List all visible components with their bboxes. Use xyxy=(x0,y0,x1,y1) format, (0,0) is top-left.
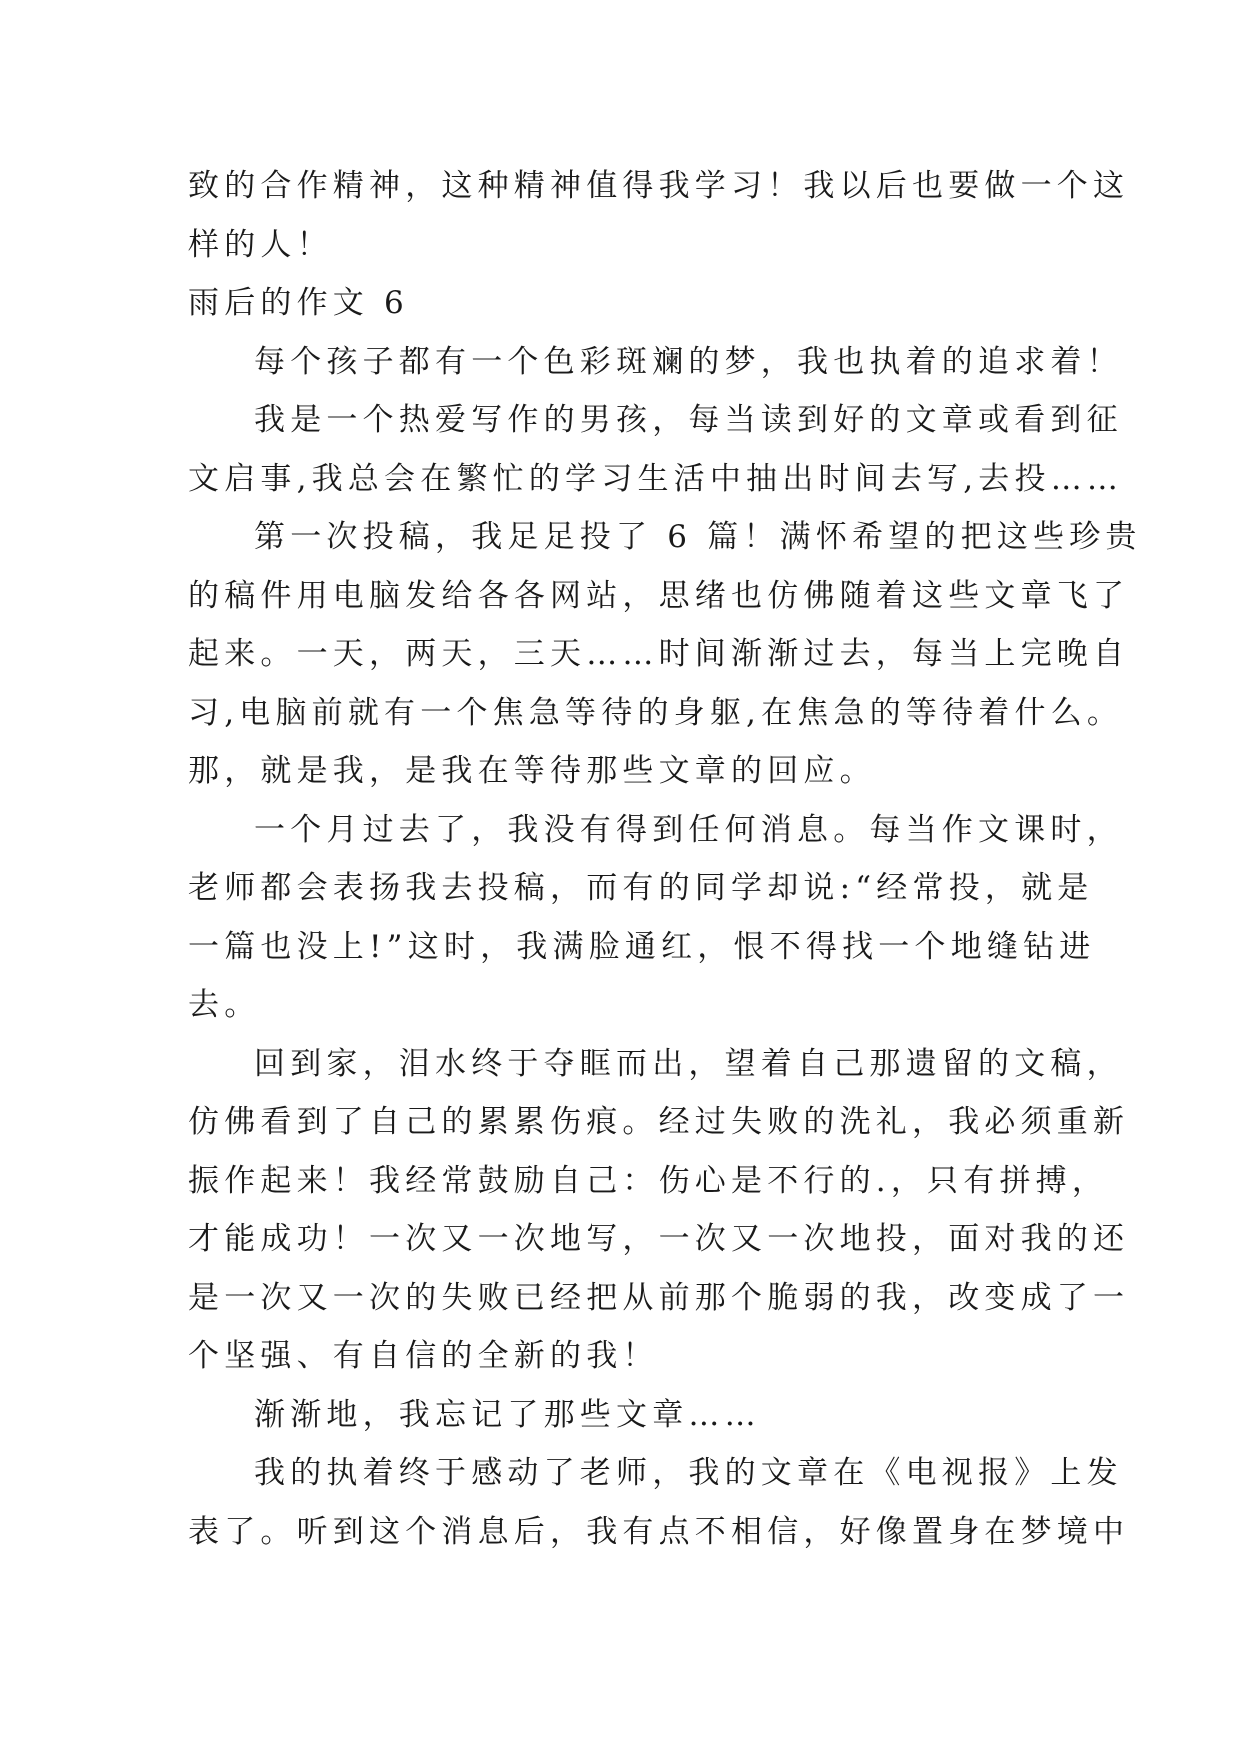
text-line: 致的合作精神，这种精神值得我学习！我以后也要做一个这 xyxy=(188,168,1130,204)
text-line: 习,电脑前就有一个焦急等待的身躯,在焦急的等待着什么。 xyxy=(188,695,1124,731)
text-line: 表了。听到这个消息后，我有点不相信，好像置身在梦境中 xyxy=(188,1514,1130,1550)
text-line: 文启事,我总会在繁忙的学习生活中抽出时间去写,去投…… xyxy=(188,461,1124,497)
text-line: 渐渐地，我忘记了那些文章…… xyxy=(254,1397,761,1433)
text-line: 一个月过去了，我没有得到任何消息。每当作文课时， xyxy=(254,812,1123,848)
text-line: 每个孩子都有一个色彩斑斓的梦，我也执着的追求着！ xyxy=(254,344,1123,380)
text-line: 振作起来！我经常鼓励自己：伤心是不行的.，只有拼搏， xyxy=(188,1163,1109,1199)
text-line: 的稿件用电脑发给各各网站，思绪也仿佛随着这些文章飞了 xyxy=(188,578,1130,614)
text-line: 样的人！ xyxy=(188,227,333,263)
text-line: 个坚强、有自信的全新的我！ xyxy=(188,1338,659,1374)
text-line: 我的执着终于感动了老师，我的文章在《电视报》上发 xyxy=(254,1455,1123,1491)
text-line: 回到家，泪水终于夺眶而出，望着自己那遗留的文稿， xyxy=(254,1046,1123,1082)
text-line: 仿佛看到了自己的累累伤痕。经过失败的洗礼，我必须重新 xyxy=(188,1104,1130,1140)
text-line: 我是一个热爱写作的男孩，每当读到好的文章或看到征 xyxy=(254,402,1123,438)
section-heading: 雨后的作文 6 xyxy=(188,285,409,321)
text-line: 老师都会表扬我去投稿，而有的同学却说:“经常投，就是 xyxy=(188,870,1094,906)
text-line: 去。 xyxy=(188,987,261,1023)
text-line: 那，就是我，是我在等待那些文章的回应。 xyxy=(188,753,876,789)
text-line: 起来。一天，两天，三天……时间渐渐过去，每当上完晚自 xyxy=(188,636,1130,672)
text-line: 第一次投稿，我足足投了 6 篇！满怀希望的把这些珍贵 xyxy=(254,519,1142,555)
text-line: 一篇也没上!”这时，我满脸通红，恨不得找一个地缝钻进 xyxy=(188,929,1096,965)
text-line: 是一次又一次的失败已经把从前那个脆弱的我，改变成了一 xyxy=(188,1280,1130,1316)
text-line: 才能成功！一次又一次地写，一次又一次地投，面对我的还 xyxy=(188,1221,1130,1257)
